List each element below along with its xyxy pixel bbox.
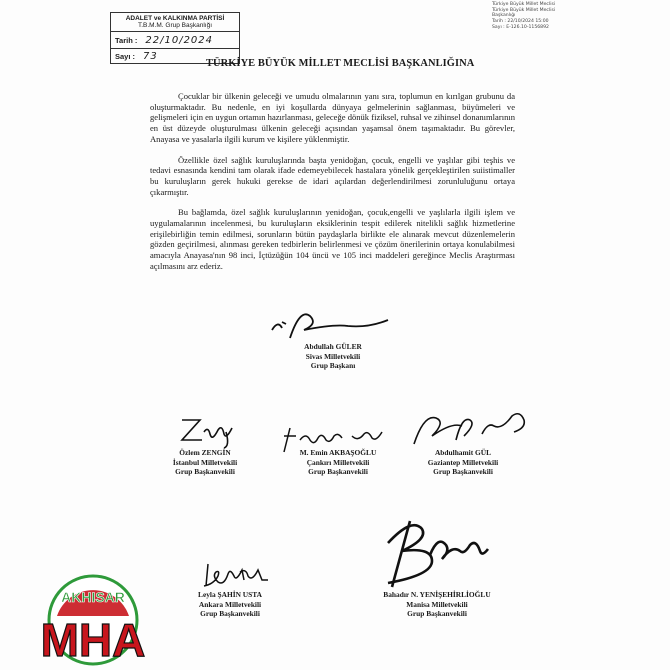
signatory-role: Grup Başkanvekili	[200, 609, 260, 619]
receipt-line: Türkiye Büyük Millet Meclisi	[492, 2, 556, 7]
document-body	[150, 91, 515, 282]
registry-stamp	[110, 12, 240, 64]
body-paragraph: Çocuklar bir ülkenin geleceği ve umudu olmalarının yanı sıra, toplumun en kırılgan grubunu da oluşturmaktadır. Bu nedenle, en iyi koşullarda dünyaya gelmelerinin sağlanması, büyümeleri ve gelişmeleri için en uygun ortamın hazırlanması, geleceğe dönük fiziksel, ruhsal ve zihinsel donanımlarının en üst düzeyde oluşturulması ülkenin geleceği açısından yaşamsal önem taşımaktadır. Bu görevler, Anayasa ve yasalarla ilgili kurum ve kişilere yüklenmiştir.	[150, 91, 515, 144]
signatory-province: İstanbul Milletvekili	[172, 457, 238, 467]
receipt-line: Tarih : 22/10/2024 15:00	[492, 19, 549, 25]
stamp-org: ADALET ve KALKINMA PARTİSİ	[125, 15, 225, 22]
signatory-bahadir-yenisehirlioglu	[362, 590, 512, 619]
signatory-emin-akbasoglu	[278, 448, 398, 477]
logo-text-bottom: MHA	[40, 614, 146, 666]
signature-drawing	[408, 410, 533, 452]
stamp-number-label: Sayı :	[115, 52, 136, 61]
signatory-abdulhamit-gul	[408, 448, 518, 477]
akhisar-mha-logo	[15, 572, 170, 667]
document-heading: TÜRKİYE BÜYÜK MİLLET MECLİSİ BAŞKANLIĞINA	[206, 58, 475, 69]
signatory-role: Grup Başkanvekili	[407, 609, 467, 619]
signatory-province: Manisa Milletvekili	[406, 599, 468, 609]
receipt-label	[492, 2, 642, 31]
logo-text-top: AKHISAR	[61, 589, 125, 605]
signature-drawing	[176, 412, 246, 452]
signatory-name: Özlem ZENGİN	[179, 448, 231, 457]
signatory-ozlem-zengin	[150, 448, 260, 477]
signatory-name: Abdullah GÜLER	[304, 342, 362, 351]
signatory-province: Çankırı Milletvekili	[306, 457, 370, 467]
stamp-date-value: 22/10/2024	[145, 35, 214, 46]
stamp-date-label: Tarih :	[115, 36, 138, 45]
signatory-role: Grup Başkanvekili	[308, 467, 368, 477]
receipt-line: Sayı : E-126.10-1156892	[492, 24, 549, 30]
signatory-name: Leyla ŞAHİN USTA	[198, 590, 262, 599]
body-paragraph: Bu bağlamda, özel sağlık kuruluşlarının yenidoğan, çocuk,engelli ve yaşlılarla ilgili işlem ve uygulamalarının incelenmesi, bu kuruluşların eksiklerinin tespit edilerek nitelikli sağlık hizmetlerine erişilebirliğin temin edilmesi, sorunların bütün paydaşlarla birlikte ele alınarak mevcut düzenlemelerin gözden geçirilmesi, alınması gereken tedbirlerin belirlenmesi ve çözüm önerilerinin ortaya konulabilmesi amacıyla Anayasa'nın 98 inci, İçtüzüğün 104 üncü ve 105 inci maddeleri gereğince Meclis Araştırması açılmasını arz ederiz.	[150, 207, 515, 271]
stamp-date-row	[115, 35, 213, 46]
receipt-line: Başkanlığı	[492, 13, 516, 19]
signatory-role: Grup Başkanvekili	[433, 467, 493, 477]
signatory-leyla-sahin-usta	[175, 590, 285, 619]
stamp-unit: T.B.M.M. Grup Başkanlığı	[137, 22, 213, 30]
signature-drawing	[268, 308, 398, 346]
signatory-province: Ankara Milletvekili	[198, 599, 262, 609]
signatory-name: Bahadır N. YENİŞEHİRLİOĞLU	[383, 590, 491, 599]
signatory-role: Grup Başkanı	[310, 361, 356, 371]
body-paragraph: Özellikle özel sağlık kuruluşlarında başta yenidoğan, çocuk, engelli ve yaşlılar gibi teşhis ve tedavi esnasında kendini tam olarak ifade edemeyebilecek hastalara yönelik gerçekleştirilen suiistimaller bu kuruluşların gerek hukuki gerekse de idari açılardan değerlendirilmesi zorunluluğunu ortaya çıkarmıştır.	[150, 154, 515, 197]
signatory-province: Gaziantep Milletvekili	[427, 457, 499, 467]
stamp-divider	[111, 31, 239, 32]
signature-drawing	[370, 515, 495, 593]
stamp-number-row	[115, 51, 158, 62]
signatory-province: Sivas Milletvekili	[305, 351, 361, 361]
receipt-line: Türkiye Büyük Millet Meclisi	[492, 7, 556, 13]
signature-drawing	[200, 560, 270, 592]
signatory-abdullah-guler	[268, 342, 398, 371]
signatory-role: Grup Başkanvekili	[175, 467, 235, 477]
signatory-name: M. Emin AKBAŞOĞLU	[299, 448, 377, 457]
signatory-name: Abdulhamit GÜL	[434, 448, 492, 457]
stamp-number-value: 73	[143, 51, 158, 62]
stamp-divider	[111, 48, 239, 49]
